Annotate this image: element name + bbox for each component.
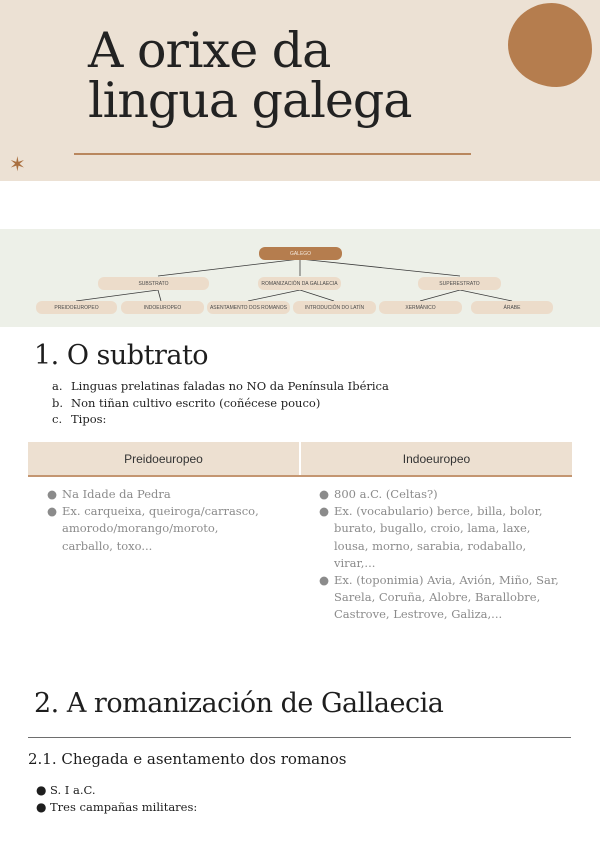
- page-title-line-1: A orixe da: [88, 22, 331, 79]
- tree-node-romanizacion: ROMANIZACIÓN DA GALLAECIA: [258, 277, 341, 290]
- table-cell-item: ● Na Idade da Pedra: [47, 487, 171, 501]
- page-title: [88, 22, 508, 129]
- list-marker: a.: [52, 379, 63, 393]
- tree-node-superestrato: SUPERESTRATO: [418, 277, 501, 290]
- types-table-header: [28, 442, 572, 475]
- list-item: ● S. I a.C.: [36, 783, 96, 797]
- table-cell-item: ● Ex. (vocabulario) berce, billa, bolor, burato, bugallo, croio, lama, laxe, lousa, morno, sarabia, rodaballo, virar,...: [319, 504, 543, 570]
- page-title-line-2: lingua galega: [88, 72, 412, 129]
- title-underline: [74, 153, 471, 155]
- table-header-preidoeuropeo: Preidoeuropeo: [124, 452, 203, 466]
- table-header-underline: [28, 475, 572, 477]
- table-cell-text: 800 a.C. (Celtas?): [334, 487, 438, 501]
- list-item: [52, 411, 389, 428]
- table-column-preidoeuropeo: [47, 486, 272, 555]
- list-item-text: S. I a.C.: [50, 783, 96, 797]
- list-item: [52, 395, 389, 412]
- decorative-blob: [508, 3, 592, 87]
- tree-node-preidoeuropeo: PREIDOEUROPEO: [36, 301, 117, 314]
- table-header-indoeuropeo: Indoeuropeo: [402, 452, 471, 466]
- tree-node-arabe: ÁRABE: [471, 301, 553, 314]
- section-2-rule: [28, 737, 571, 738]
- section-2-1-heading: 2.1. Chegada e asentamento dos romanos: [28, 750, 347, 768]
- tree-node-latin: INTRODUCIÓN DO LATÍN: [293, 301, 376, 314]
- tree-node-asentamento: ASENTAMENTO DOS ROMANOS: [207, 301, 290, 314]
- table-column-indoeuropeo: [319, 486, 562, 624]
- list-item: [52, 378, 389, 395]
- list-item: ● Tres campañas militares:: [36, 800, 198, 814]
- list-marker: b.: [52, 395, 64, 410]
- section-1-list: [52, 378, 389, 428]
- star-icon: ✶: [9, 152, 26, 176]
- tree-node-substrato: SUBSTRATO: [98, 277, 209, 290]
- section-2-list: [36, 782, 198, 816]
- table-cell-item: ● Ex. (toponimia) Avia, Avión, Miño, Sar, Sarela, Coruña, Alobre, Barallobre, Castrove, Lestrove, Galiza,...: [319, 573, 559, 622]
- table-cell-text: Ex. carqueixa, queiroga/carrasco, amorodo/morango/moroto, carballo, toxo...: [62, 504, 259, 553]
- list-item-text: Tres campañas militares:: [50, 800, 198, 814]
- tree-node-xermanico: XERMÁNICO: [379, 301, 462, 314]
- section-2-heading: 2. A romanización de Gallaecia: [34, 688, 444, 719]
- concept-tree-diagram: [0, 229, 600, 327]
- list-item-text: Tipos:: [71, 412, 107, 426]
- list-item-text: Linguas prelatinas faladas no NO da Península Ibérica: [71, 379, 389, 393]
- tree-node-root: GALEGO: [259, 247, 342, 260]
- table-cell-item: ● 800 a.C. (Celtas?): [319, 487, 438, 501]
- table-cell-text: Na Idade da Pedra: [62, 487, 171, 501]
- list-marker: c.: [52, 412, 63, 426]
- title-banner: [0, 0, 600, 181]
- tree-node-indoeuropeo: INDOEUROPEO: [121, 301, 204, 314]
- table-cell-text: Ex. (toponimia) Avia, Avión, Miño, Sar, Sarela, Coruña, Alobre, Barallobre, Castrove, Lestrove, Galiza,...: [334, 573, 559, 622]
- section-1-heading: 1. O subtrato: [34, 340, 209, 371]
- list-item-text: Non tiñan cultivo escrito (coñécese pouco): [71, 395, 321, 410]
- table-cell-text: Ex. (vocabulario) berce, billa, bolor, burato, bugallo, croio, lama, laxe, lousa, morno, sarabia, rodaballo, virar,...: [334, 504, 543, 570]
- table-cell-item: ● Ex. carqueixa, queiroga/carrasco, amorodo/morango/moroto, carballo, toxo...: [47, 504, 259, 553]
